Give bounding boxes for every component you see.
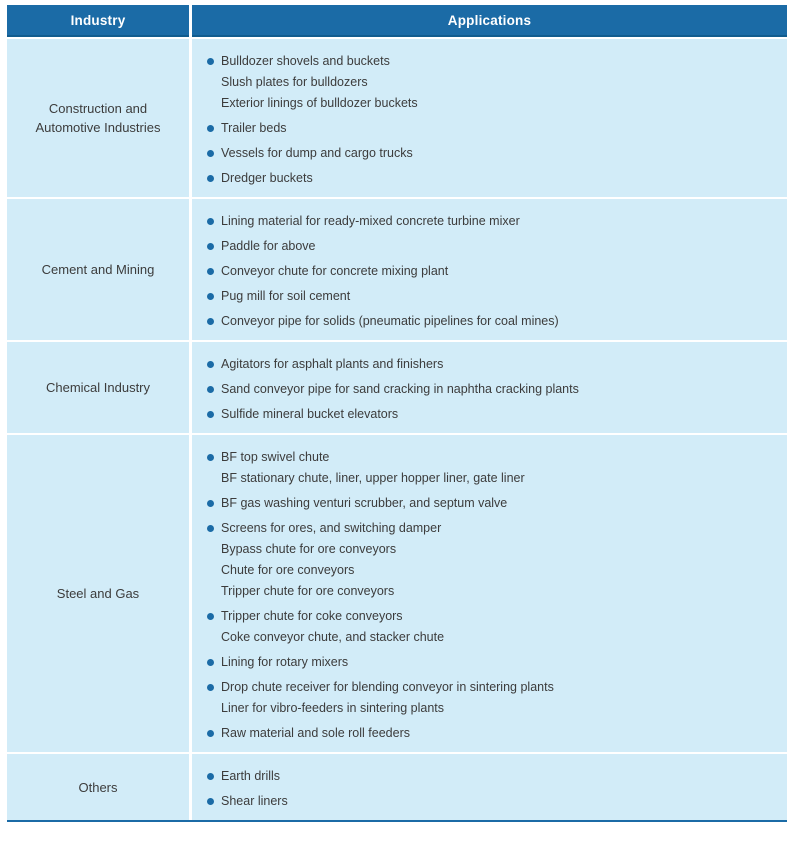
application-group: [207, 723, 775, 744]
applications-cell: [192, 199, 787, 340]
application-item-label: Pug mill for soil cement: [221, 289, 351, 303]
application-group: [207, 311, 775, 332]
application-item-label: Trailer beds: [221, 121, 287, 135]
column-header-industry: [7, 5, 189, 37]
application-item: [207, 560, 775, 581]
bullet-icon: [207, 730, 214, 737]
applications-cell: [192, 754, 787, 820]
application-item-label: Coke conveyor chute, and stacker chute: [221, 630, 445, 644]
bullet-icon: [207, 318, 214, 325]
application-item-label: Conveyor pipe for solids (pneumatic pipelines for coal mines): [221, 314, 559, 328]
bullet-icon: [207, 268, 214, 275]
bullet-icon: [207, 218, 214, 225]
bullet-icon: [207, 58, 214, 65]
industry-cell: [7, 199, 189, 340]
bullet-icon: [207, 243, 214, 250]
application-item: [207, 493, 775, 514]
application-item: [207, 791, 775, 812]
application-item: [207, 51, 775, 72]
application-item: [207, 118, 775, 139]
application-item-label: Raw material and sole roll feeders: [221, 726, 410, 740]
bullet-icon: [207, 411, 214, 418]
industry-cell-label: Chemical Industry: [45, 380, 151, 395]
bullet-icon: [207, 500, 214, 507]
application-item-label: Dredger buckets: [221, 171, 313, 185]
application-item: [207, 311, 775, 332]
column-header-industry-label: Industry: [70, 12, 126, 28]
application-group: [207, 236, 775, 257]
application-group: [207, 286, 775, 307]
bullet-icon: [207, 773, 214, 780]
application-group: [207, 211, 775, 232]
application-item-label: Shear liners: [221, 794, 288, 808]
applications-cell: [192, 342, 787, 433]
application-group: [207, 447, 775, 489]
application-group: [207, 652, 775, 673]
bullet-icon: [207, 293, 214, 300]
application-item-label: Paddle for above: [221, 239, 316, 253]
application-item-label: Lining material for ready-mixed concrete turbine mixer: [221, 214, 520, 228]
application-group: [207, 766, 775, 787]
application-item-label: Tripper chute for coke conveyors: [221, 609, 403, 623]
table-header-row: [7, 5, 787, 37]
application-item-label: BF stationary chute, liner, upper hopper liner, gate liner: [221, 471, 525, 485]
application-item-label: Bulldozer shovels and buckets: [221, 54, 390, 68]
application-group: [207, 143, 775, 164]
bullet-icon: [207, 613, 214, 620]
applications-cell: [192, 39, 787, 197]
application-item-label: Agitators for asphalt plants and finishers: [221, 357, 444, 371]
application-group: [207, 404, 775, 425]
application-group: [207, 51, 775, 114]
application-group: [207, 518, 775, 602]
bullet-icon: [207, 659, 214, 666]
application-item: [207, 518, 775, 539]
application-item-label: Earth drills: [221, 769, 281, 783]
application-item: [207, 261, 775, 282]
bullet-icon: [207, 125, 214, 132]
application-group: [207, 606, 775, 648]
application-item-label: Lining for rotary mixers: [221, 655, 349, 669]
industry-cell-label: Others: [78, 779, 118, 795]
industry-cell: [7, 754, 189, 820]
application-group: [207, 354, 775, 375]
application-item-label: BF gas washing venturi scrubber, and septum valve: [221, 496, 508, 510]
application-item: [207, 627, 775, 648]
application-item: [207, 539, 775, 560]
column-header-applications-label: Applications: [447, 12, 532, 28]
application-group: [207, 261, 775, 282]
application-item: [207, 143, 775, 164]
bullet-icon: [207, 386, 214, 393]
application-group: [207, 493, 775, 514]
table-row: [7, 342, 787, 433]
table-row: [7, 754, 787, 820]
application-item: [207, 723, 775, 744]
application-item-label: Conveyor chute for concrete mixing plant: [221, 264, 449, 278]
table-body: [7, 39, 787, 820]
application-item: [207, 447, 775, 468]
application-item: [207, 168, 775, 189]
application-item: [207, 354, 775, 375]
application-item: [207, 211, 775, 232]
application-item: [207, 652, 775, 673]
application-item: [207, 677, 775, 698]
bullet-icon: [207, 150, 214, 157]
application-item-label: Drop chute receiver for blending conveyor in sintering plants: [221, 680, 554, 694]
application-item: [207, 286, 775, 307]
application-item: [207, 93, 775, 114]
application-item-label: Tripper chute for ore conveyors: [221, 584, 395, 598]
industry-cell: [7, 435, 189, 752]
application-item: [207, 581, 775, 602]
industry-cell-label: Cement and Mining: [41, 262, 155, 277]
application-item: [207, 766, 775, 787]
application-item: [207, 468, 775, 489]
table-row: [7, 199, 787, 340]
application-group: [207, 677, 775, 719]
bullet-icon: [207, 454, 214, 461]
application-item-label: Bypass chute for ore conveyors: [221, 542, 397, 556]
industry-cell: [7, 342, 189, 433]
application-group: [207, 118, 775, 139]
application-item-label: Chute for ore conveyors: [221, 563, 355, 577]
application-item: [207, 404, 775, 425]
industry-cell-label: Construction and Automotive Industries: [35, 101, 161, 135]
application-item-label: Sand conveyor pipe for sand cracking in naphtha cracking plants: [221, 382, 579, 396]
application-item: [207, 72, 775, 93]
application-item-label: Slush plates for bulldozers: [221, 75, 368, 89]
application-item: [207, 236, 775, 257]
bullet-icon: [207, 525, 214, 532]
application-item-label: Exterior linings of bulldozer buckets: [221, 96, 418, 110]
application-item-label: Sulfide mineral bucket elevators: [221, 407, 399, 421]
application-item-label: Liner for vibro-feeders in sintering plants: [221, 701, 445, 715]
application-item: [207, 698, 775, 719]
industry-cell: [7, 39, 189, 197]
application-item: [207, 606, 775, 627]
application-item-label: Vessels for dump and cargo trucks: [221, 146, 413, 160]
bullet-icon: [207, 361, 214, 368]
industry-cell-label: Steel and Gas: [56, 586, 140, 601]
table-row: [7, 435, 787, 752]
column-header-applications: [192, 5, 787, 37]
bullet-icon: [207, 798, 214, 805]
bullet-icon: [207, 684, 214, 691]
industry-applications-table: [7, 5, 787, 822]
application-item-label: BF top swivel chute: [221, 450, 330, 464]
applications-cell: [192, 435, 787, 752]
application-group: [207, 791, 775, 812]
application-item: [207, 379, 775, 400]
bullet-icon: [207, 175, 214, 182]
application-group: [207, 168, 775, 189]
table-row: [7, 39, 787, 197]
application-item-label: Screens for ores, and switching damper: [221, 521, 442, 535]
application-group: [207, 379, 775, 400]
